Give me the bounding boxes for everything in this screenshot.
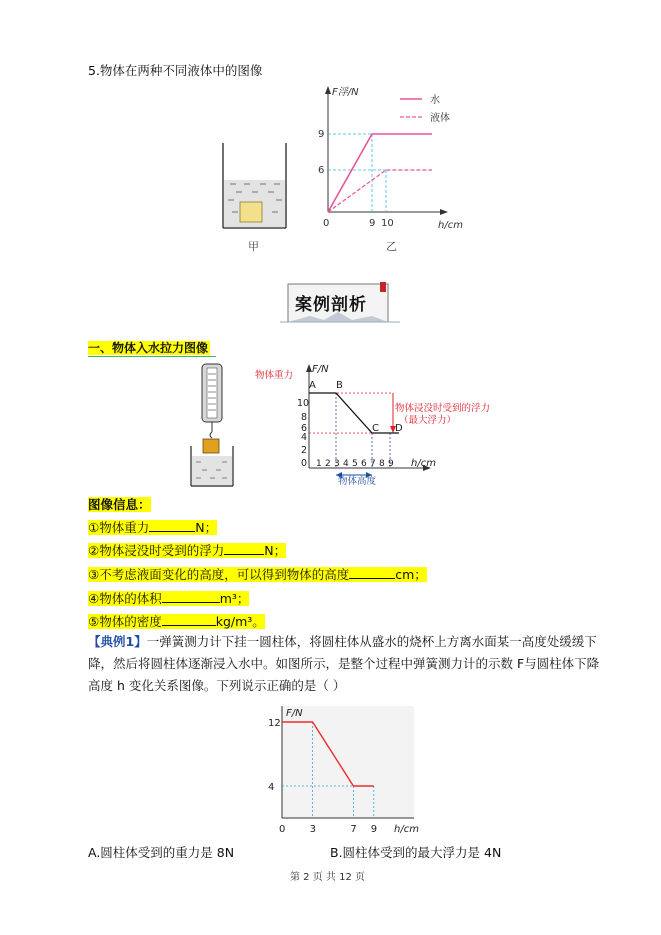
point-label-a: A [309, 380, 316, 391]
chart-background [282, 706, 414, 818]
y-tick: 0 [301, 458, 308, 469]
section-heading: 5.物体在两种不同液体中的图像 [88, 63, 263, 78]
answer-blank[interactable] [162, 590, 220, 603]
height-annotation: 物体高度 [338, 476, 377, 487]
info-item-text: ③不考虑液面变化的高度，可以得到物体的高度 [88, 567, 350, 582]
x-tick: 7 [370, 459, 376, 469]
y-tick: 6 [301, 423, 308, 434]
y-tick: 4 [268, 782, 275, 793]
x-tick: 3 [334, 459, 340, 469]
x-tick: 8 [379, 459, 385, 469]
buoyancy-chart [312, 82, 472, 232]
info-item-unit: cm； [395, 567, 427, 582]
x-tick: 9 [388, 459, 394, 469]
x-tick: 0 [279, 824, 286, 835]
weight-annotation: 物体重力 [255, 370, 294, 381]
legend-liquid: 液体 [430, 113, 450, 124]
info-item [88, 613, 265, 630]
figure-caption-left: 甲 [248, 240, 259, 253]
y-tick: 10 [297, 398, 310, 409]
y-tick: 6 [318, 165, 325, 176]
part-heading [88, 340, 210, 356]
info-item [88, 542, 286, 559]
info-title-text: 图像信息： [88, 497, 151, 512]
page-footer: 第 2 页 共 12 页 [290, 872, 365, 883]
info-item-text: ①物体重力 [88, 520, 150, 535]
x-tick: 2 [325, 459, 331, 469]
option-b[interactable]: B.圆柱体受到的最大浮力是 4N [330, 845, 502, 860]
info-item-unit: N； [264, 543, 287, 558]
info-item [88, 566, 427, 583]
example-text: 一弹簧测力计下挂一圆柱体，将圆柱体从盛水的烧杯上方离水面某一高度处缓缓下降，然后将圆柱体逐渐浸入水中。如图所示，是整个过程中弹簧测力计的示数 F与圆柱体下降高度 h 变化关系图像。下列说示正确的是（ ） [88, 634, 600, 693]
x-tick: 5 [352, 459, 358, 469]
x-tick: 9 [370, 824, 378, 835]
figure-caption-right: 乙 [386, 240, 397, 253]
info-title [88, 495, 151, 513]
section-banner-title: 案例剖析 [295, 295, 367, 315]
force-line [309, 393, 399, 433]
heading-underline [88, 356, 216, 357]
x-tick: 7 [350, 824, 357, 835]
spring-scale-figure [188, 362, 238, 490]
answer-blank[interactable] [149, 519, 195, 532]
x-tick: 4 [343, 459, 349, 469]
info-item-text: ④物体的体积 [88, 591, 162, 606]
info-item-unit: m³； [219, 591, 250, 606]
answer-blank[interactable] [162, 613, 216, 626]
point-label-b: B [336, 380, 343, 391]
answer-blank[interactable] [349, 566, 395, 579]
info-item-text: ②物体浸没时受到的浮力 [88, 543, 225, 558]
buoyancy-annotation: 物体浸没时受到的浮力 [395, 403, 491, 414]
x-tick: 10 [381, 218, 394, 229]
legend-water: 水 [430, 95, 440, 106]
answer-blank[interactable] [224, 542, 264, 555]
x-axis-label: h/cm [411, 458, 436, 469]
x-tick: 0 [323, 218, 330, 229]
info-item-unit: kg/m³。 [215, 614, 265, 629]
y-tick: 8 [301, 412, 308, 423]
x-tick: 3 [309, 824, 316, 835]
liquid-line [328, 170, 432, 212]
point-label-c: C [372, 423, 379, 434]
y-tick: 2 [301, 445, 308, 456]
y-tick: 4 [301, 432, 308, 443]
part-heading-text: 一、物体入水拉力图像 [88, 341, 209, 355]
point-label-d: D [395, 423, 403, 434]
x-axis-label: h/cm [438, 220, 463, 231]
buoyancy-annotation-sub: （最大浮力） [399, 415, 457, 426]
x-axis-label: h/cm [394, 824, 419, 835]
info-item [88, 519, 217, 536]
x-tick: 1 [316, 459, 322, 469]
force-height-chart [262, 700, 420, 838]
pull-force-chart [255, 360, 491, 487]
info-item [88, 590, 249, 607]
y-axis-label: F/N [286, 708, 303, 719]
y-tick: 12 [268, 718, 281, 729]
option-a[interactable]: A.圆柱体受到的重力是 8N [88, 845, 235, 860]
example-paragraph [88, 631, 608, 697]
info-item-unit: N； [195, 520, 218, 535]
y-axis-label: F浮/N [332, 87, 359, 98]
x-tick: 6 [361, 459, 367, 469]
y-axis-label: F/N [312, 364, 329, 375]
info-item-text: ⑤物体的密度 [88, 614, 162, 629]
example-tag: 【典例1】 [88, 634, 147, 649]
x-tick: 9 [369, 218, 376, 229]
y-tick: 9 [318, 129, 325, 140]
